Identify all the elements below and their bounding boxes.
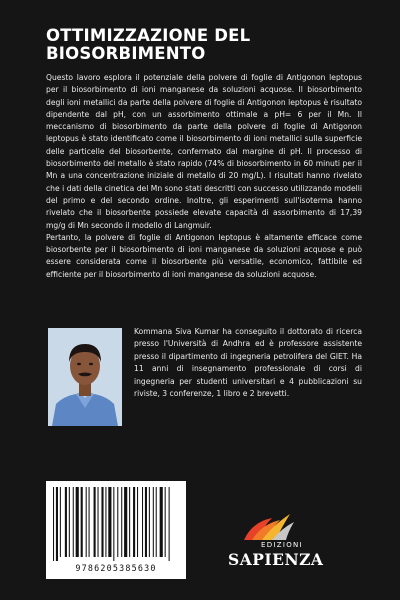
title-line-2: BIOSORBIMENTO (46, 44, 206, 63)
isbn-number: 9786205385630 (75, 563, 157, 573)
blurb-paragraph-2: Pertanto, la polvere di foglie di Antigonon leptopus è altamente efficace come biosorbente per il biosorbimento di ioni manganese da soluzioni acquose e può essere considerata come il biosorbente più versatile, economico, fattibile ed efficiente per il biosorbimento di ioni manganese da soluzioni acquose. (46, 232, 362, 279)
blurb-paragraph-1: Questo lavoro esplora il potenziale della polvere di foglie di Antigonon leptopus per il biosorbimento di ioni manganese da soluzioni acquose. Il biosorbimento degli ioni metallici da parte della polvere di foglie di Antigonon leptopus è risultato dipendente dal pH, con un assorbimento ottimale a pH= 6 per il Mn. Il meccanismo di biosorbimento da parte della polvere di foglie di Antigonon leptopus è stato identificato come il biosorbimento di ioni metallici sulla superficie delle particelle del biosorbente, confermato dal margine di pH. Il processo di biosorbimento del metallo è stato rapido (74% di biosorbimento in 60 minuti per il Mn a una concentrazione iniziale di metallo di 20 mg/L). I risultati hanno rivelato che i dati della cinetica del Mn sono stati descritti con successo utilizzando modelli del primo e del secondo ordine. Inoltre, gli esperimenti sull'isoterma hanno rivelato che il biosorbente possiede elevate capacità di assorbimento di 17,39 mg/g di Mn secondo il modello di Langmuir. (46, 73, 362, 230)
blurb (46, 72, 362, 281)
title-line-1: OTTIMIZZAZIONE DEL (46, 26, 251, 45)
barcode-image (53, 487, 179, 561)
author-bio: Kommana Siva Kumar ha conseguito il dottorato di ricerca presso l'Università di Andhra ed è professore assistente presso il dipartimento di ingegneria petrolifera del GIET. Ha 11 anni di insegnamento professionale di corsi di ingegneria per studenti universitari e 4 pubblicazioni su riviste, 3 conferenze, 1 libro e 2 brevetti. (134, 327, 362, 399)
publisher-name: SAPIENZA (228, 550, 324, 569)
isbn-barcode (46, 481, 186, 579)
publisher-label: EDIZIONI (261, 541, 303, 549)
book-title (46, 27, 366, 63)
author-portrait-image (48, 328, 122, 426)
author-photo (48, 328, 122, 426)
